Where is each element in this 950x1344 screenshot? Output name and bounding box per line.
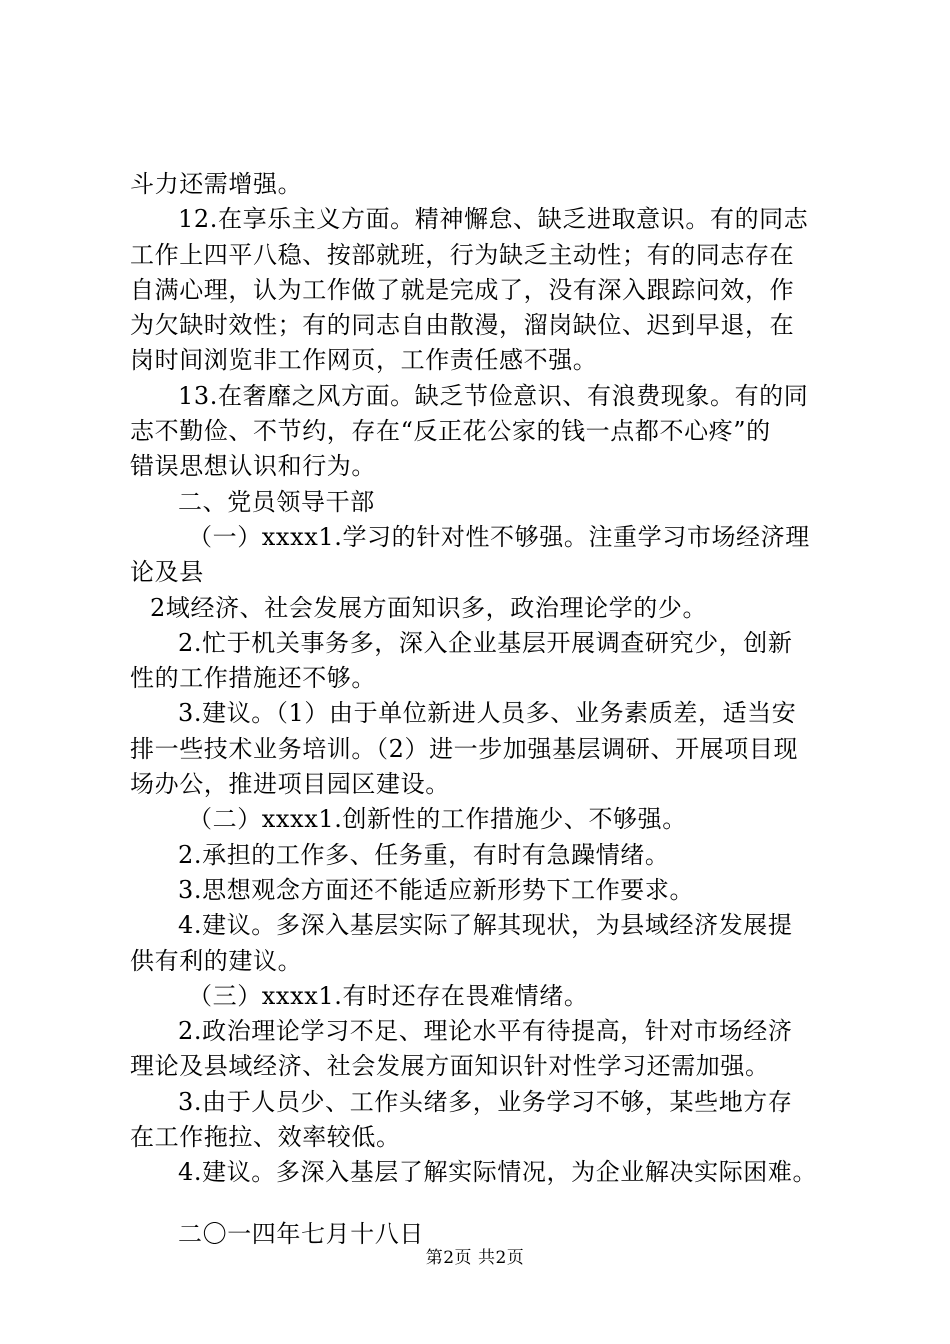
text-line: 3.建议。（1）由于单位新进人员多、业务素质差，适当安 (178, 699, 797, 728)
text-line: 2.政治理论学习不足、理论水平有待提高，针对市场经济 (178, 1017, 793, 1046)
text-line: （二）xxxx1.创新性的工作措施少、不够强。 (188, 805, 687, 834)
text-line: 供有利的建议。 (130, 946, 303, 975)
text-line: 自满心理，认为工作做了就是完成了，没有深入跟踪问效，作 (130, 275, 795, 304)
text-line: 4.建议。多深入基层了解实际情况，为企业解决实际困难。 (178, 1158, 818, 1187)
text-line: 排一些技术业务培训。（2）进一步加强基层调研、开展项目现 (130, 734, 799, 763)
document-date: 二〇一四年七月十八日 (178, 1219, 424, 1248)
text-line: 2域经济、社会发展方面知识多，政治理论学的少。 (150, 593, 708, 622)
paragraph-gap (130, 1191, 830, 1217)
text-line: 论及县 (130, 558, 204, 587)
section-heading: 二、党员领导干部 (178, 487, 375, 516)
page-footer: 第2页 共2页 (425, 1248, 525, 1268)
text-line: 性的工作措施还不够。 (130, 664, 376, 693)
text-line: 在工作拖拉、效率较低。 (130, 1123, 401, 1152)
text-line: 为欠缺时效性；有的同志自由散漫，溜岗缺位、迟到早退，在 (130, 311, 795, 340)
text-line: 13.在奢靡之风方面。缺乏节俭意识、有浪费现象。有的同 (178, 381, 809, 410)
text-line: 2.忙于机关事务多，深入企业基层开展调查研究少，创新 (178, 628, 793, 657)
text-line: 志不勤俭、不节约，存在“反正花公家的钱一点都不心疼”的 (130, 417, 771, 446)
text-line: 4.建议。多深入基层实际了解其现状，为县域经济发展提 (178, 911, 793, 940)
text-line: （一）xxxx1.学习的针对性不够强。注重学习市场经济理 (188, 522, 810, 551)
text-line: 2.承担的工作多、任务重，有时有急躁情绪。 (178, 840, 670, 869)
text-line: 岗时间浏览非工作网页，工作责任感不强。 (130, 346, 598, 375)
text-line: （三）xxxx1.有时还存在畏难情绪。 (188, 981, 589, 1010)
text-line: 工作上四平八稳、按部就班，行为缺乏主动性；有的同志存在 (130, 240, 795, 269)
text-line: 3.由于人员少、工作头绪多，业务学习不够，某些地方存 (178, 1087, 793, 1116)
text-line: 12.在享乐主义方面。精神懈怠、缺乏进取意识。有的同志 (178, 205, 809, 234)
text-line: 理论及县域经济、社会发展方面知识针对性学习还需加强。 (130, 1052, 770, 1081)
text-line: 3.思想观念方面还不能适应新形势下工作要求。 (178, 875, 695, 904)
text-line: 场办公，推进项目园区建设。 (130, 770, 450, 799)
text-line: 错误思想认识和行为。 (130, 452, 376, 481)
text-line: 斗力还需增强。 (130, 170, 303, 198)
document-body (130, 167, 830, 1252)
